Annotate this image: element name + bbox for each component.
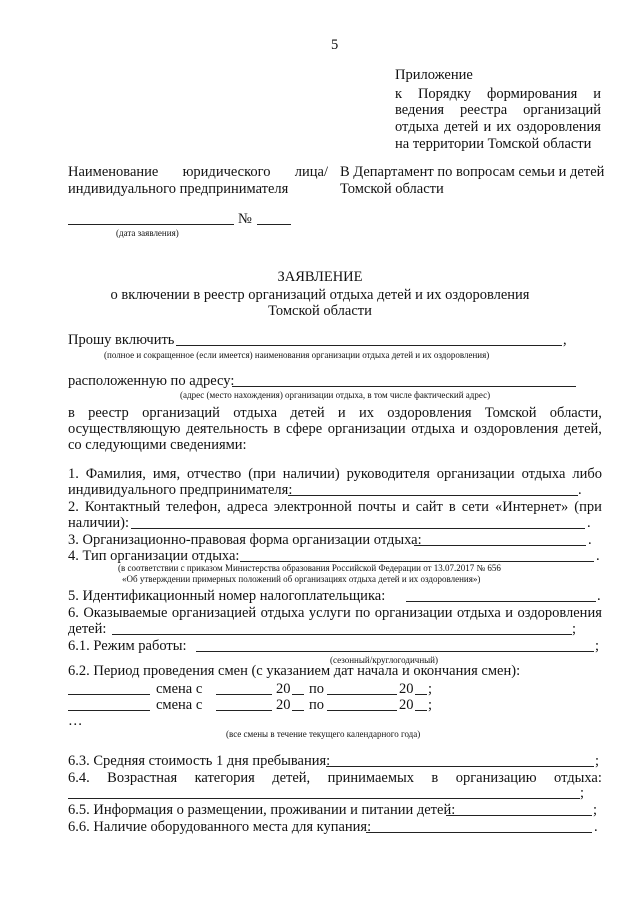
address-label: расположенную по адресу:	[68, 373, 235, 389]
appendix-line-4: на территории Томской области	[395, 136, 592, 152]
shift-po: по	[309, 697, 325, 713]
head-name-field[interactable]	[288, 495, 578, 496]
item-4-dot: .	[596, 548, 600, 564]
recipient-line-1: В Департамент по вопросам семьи и детей	[340, 164, 605, 180]
organization-name-caption: (полное и сокращенное (если имеется) наименования организации отдыха детей и их оздоровления)	[104, 350, 490, 360]
appendix-line-1: к Порядку формирования и	[395, 86, 601, 102]
item-6-4-line-1: 6.4. Возрастная категория детей, принимаемых в организацию отдыха:	[68, 770, 602, 786]
item-1-dot: .	[578, 482, 582, 498]
number-sign: №	[238, 211, 252, 227]
item-6-4-semicolon: ;	[580, 785, 585, 801]
request-label: Прошу включить	[68, 332, 175, 348]
work-mode-field[interactable]	[196, 651, 594, 652]
item-6-2-label: 6.2. Период проведения смен (с указанием дат начала и окончания смен):	[68, 663, 521, 679]
shift-start-field[interactable]	[216, 694, 272, 695]
recipient-line-2: Томской области	[340, 181, 444, 197]
item-2-label: наличии):	[68, 515, 129, 531]
accommodation-field[interactable]	[446, 815, 592, 816]
shift-po: по	[309, 681, 325, 697]
item-6-semicolon: ;	[572, 621, 577, 637]
shift-end-year-prefix: 20	[399, 697, 414, 713]
item-4-caption-1: (в соответствии с приказом Министерства образования Российской Федерации от 13.07.2017 № 656	[118, 563, 501, 573]
shift-year-prefix: 20	[276, 697, 291, 713]
applicant-label-line-2: индивидуального предпринимателя	[68, 181, 289, 197]
number-field[interactable]	[257, 224, 291, 225]
item-6-6-dot: .	[594, 819, 598, 835]
intro-line-1: в реестр организаций отдыха детей и их оздоровления Томской области,	[68, 405, 602, 421]
appendix-title: Приложение	[395, 67, 473, 83]
date-field[interactable]	[68, 224, 234, 225]
shift-number-field[interactable]	[68, 694, 150, 695]
shift-semicolon: ;	[428, 697, 433, 713]
shift-word: смена с	[156, 681, 203, 697]
legal-form-field[interactable]	[414, 545, 586, 546]
shift-end-year-prefix: 20	[399, 681, 414, 697]
item-5-dot: .	[597, 588, 601, 604]
shift-caption: (все смены в течение текущего календарного года)	[226, 729, 421, 739]
org-type-field[interactable]	[240, 561, 594, 562]
work-mode-caption: (сезонный/круглогодичный)	[330, 655, 438, 665]
request-comma: ,	[563, 332, 567, 348]
item-6-3-semicolon: ;	[595, 753, 600, 769]
applicant-label-line-1: Наименование юридического лица/	[68, 164, 328, 180]
shift-end-year-field[interactable]	[415, 694, 427, 695]
address-field[interactable]	[232, 386, 576, 387]
item-5-label: 5. Идентификационный номер налогоплательщика:	[68, 588, 386, 604]
page-number: 5	[331, 37, 339, 53]
appendix-line-2: ведения реестра организаций	[395, 102, 601, 118]
shift-word: смена с	[156, 697, 203, 713]
shift-year-prefix: 20	[276, 681, 291, 697]
item-6-5-semicolon: ;	[593, 802, 598, 818]
organization-name-field[interactable]	[176, 345, 562, 346]
address-caption: (адрес (место нахождения) организации отдыха, в том числе фактический адрес)	[180, 390, 491, 400]
shift-end-field[interactable]	[327, 710, 397, 711]
item-6-3-label: 6.3. Средняя стоимость 1 дня пребывания:	[68, 753, 331, 769]
date-caption: (дата заявления)	[116, 228, 179, 238]
item-6-5-label: 6.5. Информация о размещении, проживании и питании детей:	[68, 802, 456, 818]
item-6-1-label: 6.1. Режим работы:	[68, 638, 187, 654]
appendix-line-3: отдыха детей и их оздоровления	[395, 119, 601, 135]
shift-number-field[interactable]	[68, 710, 150, 711]
contacts-field[interactable]	[131, 528, 585, 529]
item-3-label: 3. Организационно-правовая форма организации отдыха:	[68, 532, 422, 548]
daily-cost-field[interactable]	[326, 766, 594, 767]
shift-end-year-field[interactable]	[415, 710, 427, 711]
shift-semicolon: ;	[428, 681, 433, 697]
doc-subtitle-1: о включении в реестр организаций отдыха детей и их оздоровления	[110, 287, 530, 303]
doc-subtitle-2: Томской области	[268, 303, 372, 319]
shift-start-year-field[interactable]	[292, 694, 304, 695]
doc-title: ЗАЯВЛЕНИЕ	[277, 269, 363, 285]
shift-end-field[interactable]	[327, 694, 397, 695]
item-1-label: индивидуального предпринимателя:	[68, 482, 293, 498]
intro-line-2: осуществляющую деятельность в сфере организации отдыха и оздоровления детей,	[68, 421, 602, 437]
shift-start-field[interactable]	[216, 710, 272, 711]
item-1-line-1: 1. Фамилия, имя, отчество (при наличии) руководителя организации отдыха либо	[68, 466, 602, 482]
inn-field[interactable]	[406, 601, 596, 602]
item-4-label: 4. Тип организации отдыха:	[68, 548, 240, 564]
shift-ellipsis: …	[68, 713, 83, 729]
swimming-place-field[interactable]	[366, 832, 592, 833]
item-3-dot: .	[588, 532, 592, 548]
item-6-line-1: 6. Оказываемые организацией отдыха услуги по организации отдыха и оздоровления	[68, 605, 602, 621]
age-category-field[interactable]	[68, 798, 580, 799]
item-6-1-semicolon: ;	[595, 638, 600, 654]
item-6-6-label: 6.6. Наличие оборудованного места для купания:	[68, 819, 372, 835]
item-6-label: детей:	[68, 621, 107, 637]
services-field[interactable]	[112, 634, 572, 635]
item-4-caption-2: «Об утверждении примерных положений об организациях отдыха детей и их оздоровления»)	[122, 574, 481, 584]
item-2-dot: .	[587, 515, 591, 531]
intro-line-3: со следующими сведениями:	[68, 437, 247, 453]
item-2-line-1: 2. Контактный телефон, адреса электронной почты и сайт в сети «Интернет» (при	[68, 499, 602, 515]
shift-start-year-field[interactable]	[292, 710, 304, 711]
